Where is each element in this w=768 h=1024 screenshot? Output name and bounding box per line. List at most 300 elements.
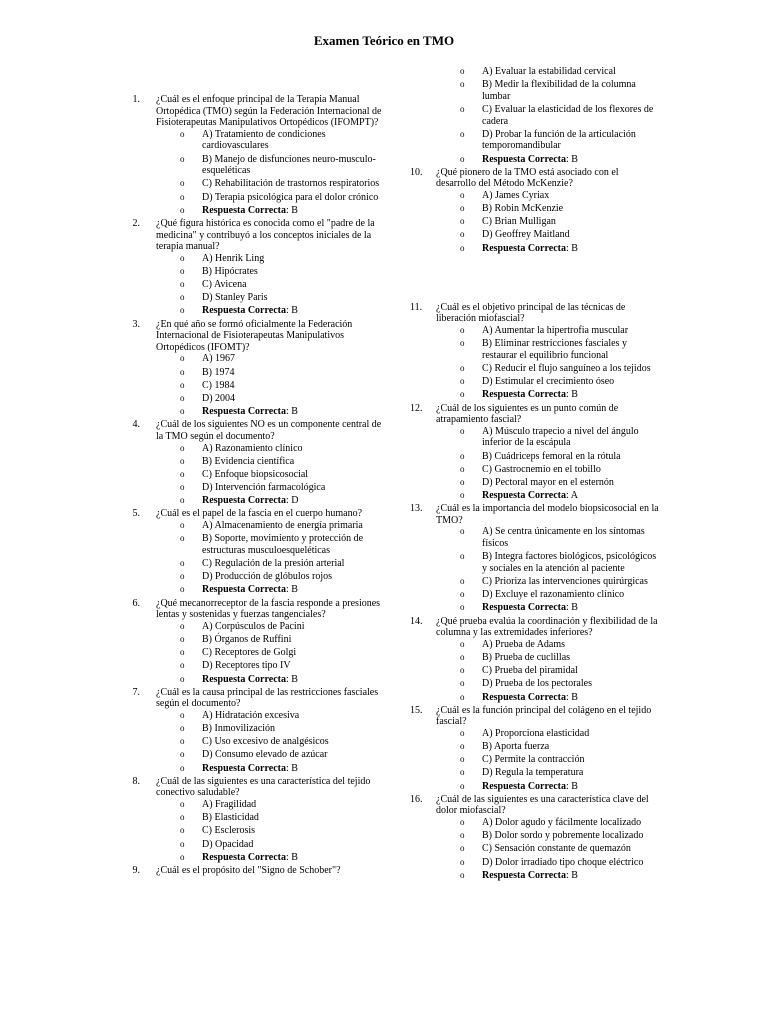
option-item <box>460 638 660 651</box>
question-item <box>410 66 660 165</box>
bullet-icon: o <box>180 128 185 139</box>
option-text: C) Uso excesivo de analgésicos <box>202 736 329 748</box>
answer-label: Respuesta Correcta <box>202 584 286 596</box>
answer-label: Respuesta Correcta <box>482 389 566 401</box>
answer-label: Respuesta Correcta <box>202 851 286 863</box>
option-item <box>460 79 660 102</box>
option-text: C) Enfoque biopsicosocial <box>202 468 309 480</box>
bullet-icon: o <box>460 189 465 200</box>
bullet-icon: o <box>180 660 185 671</box>
question-number: 11. <box>410 301 423 313</box>
option-text: A) Evaluar la estabilidad cervical <box>482 66 616 77</box>
answer-label: Respuesta Correcta <box>482 869 566 881</box>
answer-value: : D <box>285 495 299 507</box>
bullet-icon: o <box>180 749 185 760</box>
option-item <box>180 723 385 735</box>
option-text: A) Corpúsculos de Pacini <box>202 620 305 632</box>
option-text: D) Pectoral mayor en el esternón <box>482 476 614 488</box>
options-list <box>180 799 385 863</box>
options-list <box>460 189 660 254</box>
bullet-icon: o <box>460 526 465 537</box>
option-item <box>460 817 660 829</box>
correct-answer <box>460 602 660 614</box>
option-item <box>460 103 660 127</box>
question-number: 12. <box>410 402 423 414</box>
bullet-icon: o <box>460 79 465 90</box>
question-text: ¿Cuál de las siguientes es una característica clave del dolor miofascial? <box>436 793 649 817</box>
bullet-icon: o <box>460 741 465 752</box>
options-list <box>180 128 385 217</box>
question-item <box>130 319 385 418</box>
bullet-icon: o <box>180 762 185 773</box>
option-item <box>460 338 660 361</box>
option-text: A) Almacenamiento de energía primaria <box>202 520 363 532</box>
correct-answer <box>180 495 385 507</box>
answer-value: : B <box>565 869 578 881</box>
question-text: ¿Qué prueba evalúa la coordinación y flexibilidad de la columna y las extremidades inferiores? <box>436 615 658 639</box>
bullet-icon: o <box>460 665 465 676</box>
bullet-icon: o <box>460 780 465 791</box>
option-item <box>460 843 660 855</box>
bullet-icon: o <box>180 305 185 316</box>
bullet-icon: o <box>180 178 185 189</box>
bullet-icon: o <box>460 425 465 436</box>
bullet-icon: o <box>180 736 185 747</box>
option-text: D) 2004 <box>202 392 236 404</box>
bullet-icon: o <box>460 216 465 227</box>
bullet-icon: o <box>460 869 465 880</box>
option-text: B) Eliminar restricciones fasciales y restaurar el equilibrio funcional <box>482 338 627 361</box>
bullet-icon: o <box>460 727 465 738</box>
options-list <box>180 252 385 317</box>
option-item <box>460 325 660 337</box>
bullet-icon: o <box>180 468 185 479</box>
question-number: 2. <box>132 217 140 229</box>
option-item <box>180 558 385 570</box>
blank-gap <box>410 256 660 302</box>
option-text: B) Integra factores biológicos, psicológicos y sociales en la atención al paciente <box>482 551 657 574</box>
bullet-icon: o <box>180 392 185 403</box>
option-text: D) Prueba de los pectorales <box>482 678 592 690</box>
correct-answer <box>180 762 385 775</box>
option-text: A) Proporciona elasticidad <box>482 727 590 739</box>
answer-label: Respuesta Correcta <box>202 305 286 317</box>
option-text: A) Fragilidad <box>202 799 257 811</box>
options-list <box>460 526 660 614</box>
bullet-icon: o <box>180 723 185 734</box>
bullet-icon: o <box>180 279 185 290</box>
bullet-icon: o <box>180 673 185 684</box>
question-item <box>410 503 660 614</box>
bullet-icon: o <box>180 265 185 276</box>
bullet-icon: o <box>460 817 465 828</box>
bullet-icon: o <box>180 825 185 836</box>
option-item <box>180 455 385 468</box>
bullet-icon: o <box>180 584 185 595</box>
question-text: ¿Qué mecanorreceptor de la fascia responde a presiones lentas y sostenidas y fuerzas tangenciales? <box>156 597 381 621</box>
question-number: 5. <box>132 508 140 520</box>
option-item <box>180 709 385 722</box>
option-text: D) Dolor irradiado tipo choque eléctrico <box>482 856 644 868</box>
bullet-icon: o <box>460 767 465 778</box>
bullet-icon: o <box>180 379 185 390</box>
option-text: D) Intervención farmacológica <box>202 482 326 494</box>
option-item <box>460 651 660 664</box>
option-text: B) Dolor sordo y pobremente localizado <box>482 830 644 842</box>
option-item <box>180 520 385 532</box>
option-item <box>180 279 385 291</box>
option-item <box>180 442 385 455</box>
bullet-icon: o <box>180 812 185 823</box>
bullet-icon: o <box>180 204 185 215</box>
answer-label: Respuesta Correcta <box>482 691 566 703</box>
bullet-icon: o <box>180 520 185 531</box>
bullet-icon: o <box>460 66 465 76</box>
bullet-icon: o <box>460 103 465 114</box>
option-item <box>460 678 660 690</box>
answer-label: Respuesta Correcta <box>482 490 566 502</box>
option-text: C) Sensación constante de quemazón <box>482 843 631 855</box>
bullet-icon: o <box>180 482 185 493</box>
question-item <box>410 705 660 793</box>
bullet-icon: o <box>460 589 465 600</box>
option-item <box>460 476 660 489</box>
question-number: 8. <box>132 775 140 787</box>
answer-value: : B <box>285 204 298 216</box>
answer-label: Respuesta Correcta <box>482 602 566 614</box>
option-text: B) Inmovilización <box>202 723 276 735</box>
option-text: C) Prioriza las intervenciones quirúrgicas <box>482 576 648 588</box>
option-item <box>460 741 660 753</box>
option-text: B) Evidencia científica <box>202 455 295 467</box>
question-item <box>130 776 385 864</box>
question-number: 13. <box>410 503 423 515</box>
option-text: B) Medir la flexibilidad de la columna lumbar <box>482 79 636 102</box>
bullet-icon: o <box>460 325 465 336</box>
correct-answer <box>460 153 660 166</box>
question-item <box>410 794 660 882</box>
answer-value: : B <box>285 851 298 863</box>
option-text: C) Gastrocnemio en el tobillo <box>482 463 601 475</box>
option-text: D) Terapia psicológica para el dolor crónico <box>202 191 379 203</box>
bullet-icon: o <box>460 338 465 349</box>
bullet-icon: o <box>460 389 465 400</box>
question-item <box>410 403 660 502</box>
option-item <box>460 376 660 388</box>
option-text: B) Aporta fuerza <box>482 741 550 753</box>
bullet-icon: o <box>460 476 465 487</box>
options-list <box>180 442 385 507</box>
question-text: ¿Qué pionero de la TMO está asociado con el desarrollo del Método McKenzie? <box>436 166 619 190</box>
correct-answer <box>460 490 660 502</box>
question-number: 3. <box>132 318 140 330</box>
correct-answer <box>460 780 660 793</box>
option-item <box>460 727 660 740</box>
bullet-icon: o <box>180 533 185 544</box>
right-questions-a <box>410 167 660 255</box>
option-item <box>180 633 385 646</box>
correct-answer <box>180 584 385 596</box>
bullet-icon: o <box>180 406 185 417</box>
question-text: ¿Cuál de las siguientes es una característica del tejido conectivo saludable? <box>156 775 371 799</box>
bullet-icon: o <box>460 576 465 587</box>
bullet-icon: o <box>180 353 185 364</box>
options-list <box>180 353 385 418</box>
option-text: D) Excluye el razonamiento clínico <box>482 589 625 601</box>
bullet-icon: o <box>460 242 465 253</box>
options-list <box>460 727 660 792</box>
question-item <box>130 508 385 596</box>
bullet-icon: o <box>460 856 465 867</box>
answer-label: Respuesta Correcta <box>202 204 286 216</box>
option-text: A) Tratamiento de condiciones cardiovasculares <box>202 128 326 152</box>
answer-value: : B <box>285 673 298 685</box>
question-number: 10. <box>410 166 423 178</box>
option-item <box>180 265 385 278</box>
bullet-icon: o <box>180 191 185 202</box>
answer-value: : A <box>565 490 578 502</box>
bullet-icon: o <box>180 292 185 303</box>
correct-answer <box>460 242 660 255</box>
option-item <box>180 647 385 659</box>
bullet-icon: o <box>180 571 185 582</box>
bullet-icon: o <box>180 442 185 453</box>
options-list <box>460 66 660 165</box>
options-list <box>180 620 385 685</box>
option-item <box>180 353 385 365</box>
right-questions-b <box>410 302 660 882</box>
options-list <box>180 520 385 596</box>
option-text: C) Regulación de la presión arterial <box>202 558 345 570</box>
option-text: C) Avicena <box>202 279 247 291</box>
option-text: D) Estimular el crecimiento óseo <box>482 376 615 388</box>
question-number: 1. <box>132 94 140 105</box>
question-text: ¿Cuál es el objetivo principal de las técnicas de liberación miofascial? <box>436 301 626 325</box>
option-text: A) Aumentar la hipertrofia muscular <box>482 325 629 337</box>
right-column <box>410 66 660 883</box>
option-text: A) Dolor agudo y fácilmente localizado <box>482 817 642 829</box>
option-item <box>460 66 660 78</box>
option-text: A) James Cyriax <box>482 189 550 201</box>
option-text: C) Evaluar la elasticidad de los flexores de cadera <box>482 103 654 127</box>
options-list <box>460 817 660 881</box>
question-item <box>130 598 385 686</box>
bullet-icon: o <box>460 153 465 164</box>
option-text: C) Brian Mulligan <box>482 216 556 228</box>
answer-value: : B <box>565 602 578 614</box>
bullet-icon: o <box>180 495 185 506</box>
answer-value: : B <box>565 691 578 703</box>
answer-value: : B <box>565 780 578 792</box>
answer-label: Respuesta Correcta <box>202 762 286 774</box>
option-text: A) Hidratación excesiva <box>202 709 300 721</box>
option-text: A) Razonamiento clínico <box>202 442 303 454</box>
question-number: 7. <box>132 686 140 698</box>
answer-label: Respuesta Correcta <box>482 780 566 792</box>
option-item <box>180 660 385 672</box>
question-item <box>410 167 660 255</box>
option-text: B) 1974 <box>202 366 235 378</box>
option-text: C) Receptores de Golgi <box>202 647 297 659</box>
option-item <box>460 450 660 463</box>
option-item <box>460 665 660 677</box>
bullet-icon: o <box>460 463 465 474</box>
answer-value: : B <box>285 584 298 596</box>
bullet-icon: o <box>180 455 185 466</box>
option-item <box>460 589 660 601</box>
answer-label: Respuesta Correcta <box>482 153 566 165</box>
option-item <box>460 463 660 476</box>
option-item <box>180 128 385 152</box>
correct-answer <box>180 204 385 217</box>
option-item <box>460 551 660 574</box>
question-text: ¿Qué figura histórica es conocida como el "padre de la medicina" y contribuyó a los conceptos iniciales de la terapia manual? <box>156 217 375 253</box>
options-list <box>180 709 385 774</box>
option-text: D) Consumo elevado de azúcar <box>202 749 328 761</box>
option-item <box>180 825 385 837</box>
question-text: ¿Cuál es la importancia del modelo biopsicosocial en la TMO? <box>436 503 659 526</box>
answer-value: : B <box>565 242 578 254</box>
option-item <box>180 468 385 481</box>
options-list <box>460 425 660 502</box>
bullet-icon: o <box>460 203 465 214</box>
question-item <box>130 687 385 775</box>
bullet-icon: o <box>180 838 185 849</box>
bullet-icon: o <box>460 551 465 562</box>
question-text: ¿En qué año se formó oficialmente la Federación Internacional de Fisioterapeutas Manipulativos Ortopédicos (IFOMT)? <box>156 318 353 353</box>
bullet-icon: o <box>460 651 465 662</box>
answer-value: : B <box>565 389 578 401</box>
bullet-icon: o <box>180 633 185 644</box>
option-item <box>460 830 660 842</box>
answer-value: : B <box>285 406 298 418</box>
option-text: D) Probar la función de la articulación temporomandibular <box>482 128 636 152</box>
question-item <box>130 218 385 317</box>
question-item <box>410 302 660 401</box>
question-text: ¿Cuál de los siguientes NO es un componente central de la TMO según el documento? <box>156 419 382 442</box>
option-text: B) Manejo de disfunciones neuro-musculo-esqueléticas <box>202 153 376 177</box>
bullet-icon: o <box>460 754 465 765</box>
options-list <box>460 325 660 401</box>
answer-value: : B <box>285 305 298 317</box>
option-item <box>460 229 660 241</box>
option-item <box>460 856 660 869</box>
bullet-icon: o <box>180 153 185 164</box>
question-item <box>410 616 660 704</box>
bullet-icon: o <box>460 363 465 373</box>
option-item <box>180 812 385 824</box>
bullet-icon: o <box>180 252 185 263</box>
question-text: ¿Cuál es el papel de la fascia en el cuerpo humano? <box>156 508 363 520</box>
option-item <box>460 203 660 215</box>
option-item <box>460 767 660 779</box>
option-text: D) Opacidad <box>202 838 254 850</box>
bullet-icon: o <box>180 799 185 810</box>
option-item <box>180 736 385 748</box>
bullet-icon: o <box>460 128 465 139</box>
bullet-icon: o <box>460 229 465 240</box>
option-item <box>180 292 385 304</box>
bullet-icon: o <box>460 678 465 689</box>
option-text: C) Prueba del piramidal <box>482 665 578 677</box>
correct-answer <box>460 389 660 401</box>
question-item <box>130 94 385 216</box>
options-list <box>460 638 660 703</box>
option-item <box>180 178 385 190</box>
correct-answer <box>180 673 385 686</box>
bullet-icon: o <box>460 602 465 613</box>
bullet-icon: o <box>460 691 465 702</box>
option-item <box>180 838 385 851</box>
option-text: D) Geoffrey Maitland <box>482 229 570 241</box>
question-number: 4. <box>132 419 140 431</box>
bullet-icon: o <box>460 490 465 501</box>
option-text: B) Elasticidad <box>202 812 259 824</box>
question-text: ¿Cuál es la función principal del colágeno en el tejido fascial? <box>436 704 652 728</box>
option-text: C) Reducir el flujo sanguíneo a los tejidos <box>482 363 651 374</box>
option-text: C) 1984 <box>202 379 235 391</box>
question-number: 6. <box>132 597 140 609</box>
question-item <box>130 419 385 507</box>
option-text: B) Órganos de Ruffini <box>202 633 292 645</box>
option-text: C) Esclerosis <box>202 825 256 837</box>
bullet-icon: o <box>180 366 185 377</box>
answer-value: : B <box>285 762 298 774</box>
option-item <box>460 189 660 202</box>
option-item <box>460 363 660 375</box>
option-item <box>180 153 385 177</box>
correct-answer <box>460 869 660 882</box>
option-text: B) Hipócrates <box>202 265 258 277</box>
answer-label: Respuesta Correcta <box>482 242 566 254</box>
bullet-icon: o <box>180 647 185 658</box>
option-text: B) Cuádriceps femoral en la rótula <box>482 450 621 462</box>
question-9-continued <box>410 66 660 165</box>
question-number: 16. <box>410 793 423 805</box>
option-item <box>460 754 660 766</box>
correct-answer <box>180 851 385 864</box>
option-item <box>180 392 385 405</box>
option-item <box>180 191 385 204</box>
bullet-icon: o <box>180 620 185 631</box>
bullet-icon: o <box>460 638 465 649</box>
question-text: ¿Cuál es el propósito del "Signo de Schober"? <box>156 864 341 876</box>
answer-value: : B <box>565 153 578 165</box>
option-item <box>460 576 660 588</box>
bullet-icon: o <box>460 830 465 841</box>
option-text: A) Prueba de Adams <box>482 638 566 650</box>
correct-answer <box>180 305 385 317</box>
option-item <box>180 379 385 392</box>
answer-label: Respuesta Correcta <box>202 673 286 685</box>
correct-answer <box>180 406 385 418</box>
option-item <box>460 526 660 550</box>
option-item <box>180 799 385 811</box>
option-text: D) Stanley Paris <box>202 292 268 304</box>
bullet-icon: o <box>180 851 185 862</box>
option-text: A) 1967 <box>202 353 236 365</box>
question-number: 9. <box>132 864 140 876</box>
option-text: A) Músculo trapecio a nivel del ángulo inferior de la escápula <box>482 425 639 449</box>
option-item <box>180 571 385 583</box>
correct-answer <box>460 691 660 704</box>
option-text: C) Rehabilitación de trastornos respiratorios <box>202 178 380 190</box>
option-text: B) Prueba de cuclillas <box>482 651 571 663</box>
option-item <box>460 216 660 228</box>
bullet-icon: o <box>460 843 465 854</box>
option-item <box>180 533 385 556</box>
left-column <box>130 94 385 877</box>
